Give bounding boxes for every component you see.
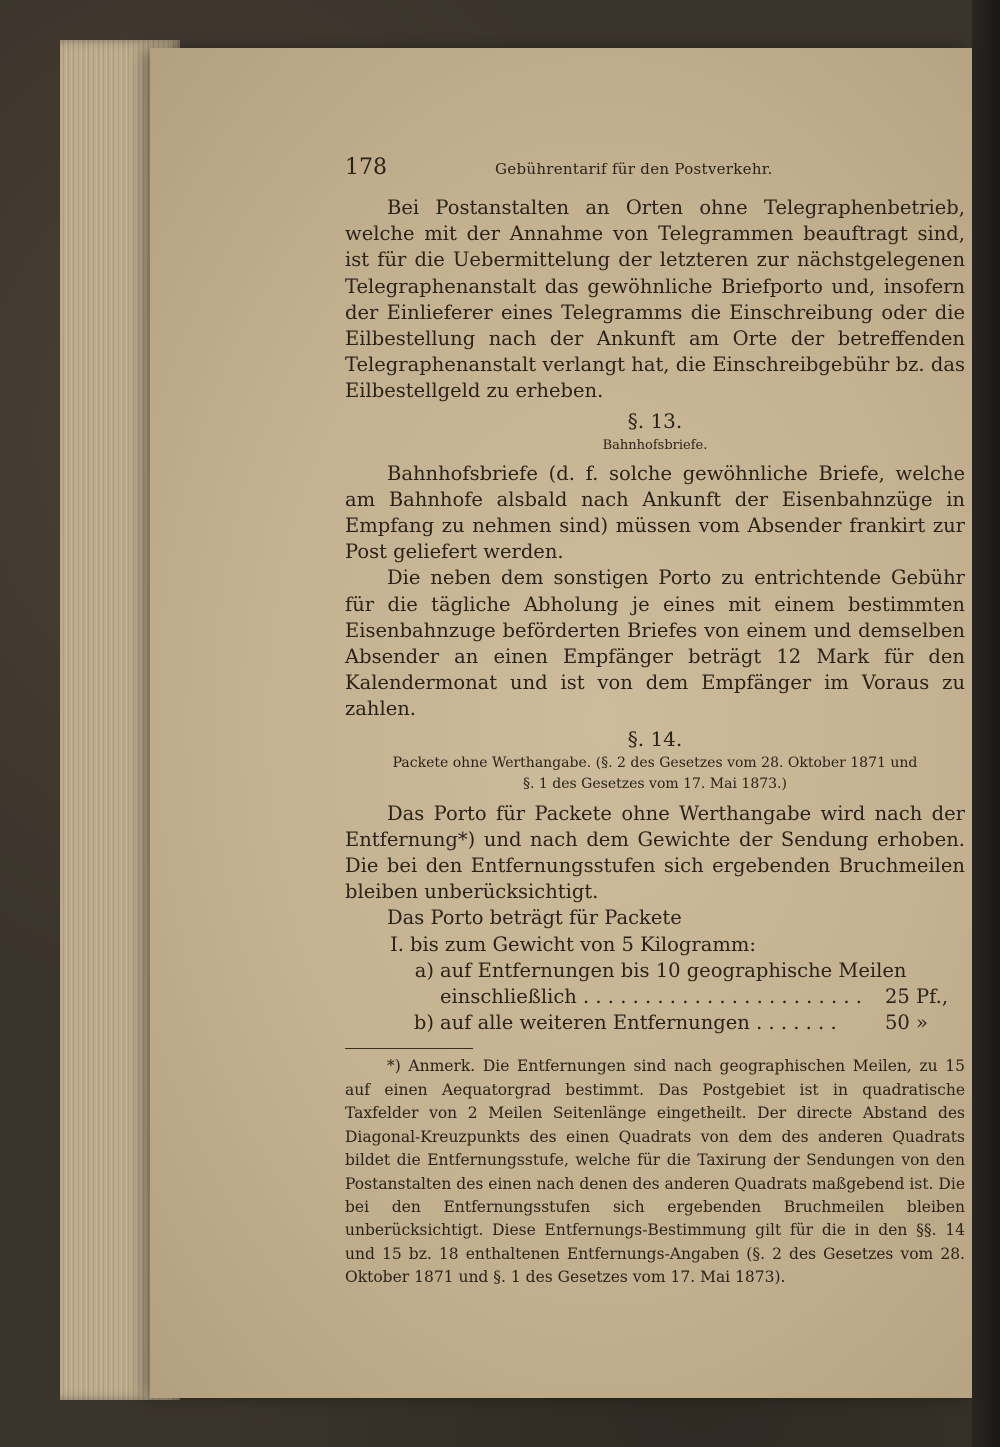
tariff-label-i: I. (390, 932, 404, 956)
footnote-divider (345, 1048, 473, 1049)
book-cover-edge (972, 0, 1000, 1447)
section-14-heading (345, 753, 965, 795)
paragraph-packete-1: Das Porto für Packete ohne Werthangabe wird nach der Entfernung*) und nach dem Gewichte der Sendung erhoben. Die bei den Entfernungsstufen sich ergebenden Bruchmeilen bleiben unberücksichtigt. (345, 801, 965, 904)
page-number: 178 (345, 155, 387, 180)
tariff-row-a (345, 958, 965, 984)
section-14-number: §. 14. (627, 726, 683, 751)
tariff-text-i: bis zum Gewicht von 5 Kilogramm: (410, 932, 756, 956)
tariff-row-i (345, 932, 965, 958)
tariff-value-b: 50 » (885, 1011, 928, 1035)
tariff-label-b: b) (413, 1011, 434, 1035)
page-text-block (345, 155, 965, 1290)
section-13-number: §. 13. (627, 408, 683, 433)
tariff-row-a-cont (345, 984, 965, 1010)
tariff-label-a: a) (414, 958, 434, 982)
footnote-text: *) Anmerk. Die Entfernungen sind nach geographischen Meilen, zu 15 auf einen Aequatorgrad bestimmt. Das Postgebiet ist in quadratische Taxfelder von 2 Meilen Seitenlänge eingetheilt. Der directe Abstand des Diagonal-Kreuzpunkts des einen Quadrats von dem des anderen Quadrats bildet die Entfernungsstufe, welche für die Taxirung der Sendungen von den Postanstalten des einen nach denen des anderen Quadrats maßgebend ist. Die bei den Entfernungsstufen sich ergebenden Bruchmeilen bleiben unberücksichtigt. Diese Entfernungs-Bestimmung gilt für die in den §§. 14 und 15 bz. 18 enthaltenen Entfernungs-Angaben (§. 2 des Gesetzes vom 28. Oktober 1871 und §. 1 des Gesetzes vom 17. Mai 1873). (345, 1057, 965, 1287)
paragraph-packete-2: Das Porto beträgt für Packete (387, 906, 682, 930)
tariff-item-b (440, 1010, 965, 1036)
running-title: Gebührentarif für den Postverkehr. (495, 160, 773, 178)
section-13-heading: Bahnhofsbriefe. (602, 437, 708, 453)
tariff-text-a-line1: auf Entfernungen bis 10 geographische Meilen (440, 958, 907, 982)
paragraph-telegraph: Bei Postanstalten an Orten ohne Telegraphenbetrieb, welche mit der Annahme von Telegrammen beauftragt sind, ist für die Uebermittelung der letzteren zur nächstgelegenen Telegraphenanstalt das gewöhnliche Briefporto und, insofern der Einlieferer eines Telegramms die Einschreibung oder die Eilbestellung nach der Ankunft am Orte der betreffenden Telegraphenanstalt verlangt hat, die Einschreibgebühr bz. das Eilbestellgeld zu erheben. (345, 196, 965, 403)
tariff-label-spacer (345, 984, 440, 1010)
tariff-item-a-cont (440, 984, 965, 1010)
tariff-text-b: auf alle weiteren Entfernungen . . . . . . . (440, 1011, 837, 1035)
paragraph-bahnhofsbriefe-2: Die neben dem sonstigen Porto zu entrichtende Gebühr für die tägliche Abholung je eines mit einem bestimmten Eisenbahnzuge beförderten Briefes von einem und demselben Absender an einen Empfänger beträgt 12 Mark für den Kalendermonat und ist von dem Empfänger im Voraus zu zahlen. (345, 566, 965, 721)
paragraph-bahnhofsbriefe-1: Bahnhofsbriefe (d. f. solche gewöhnliche Briefe, welche am Bahnhofe alsbald nach Ankunft der Eisenbahnzüge in Empfang zu nehmen sind) müssen vom Absender frankirt zur Post geliefert werden. (345, 461, 965, 564)
tariff-list (345, 932, 965, 1037)
section-14-heading-line2: §. 1 des Gesetzes vom 17. Mai 1873.) (523, 775, 787, 792)
running-header (345, 155, 965, 195)
tariff-row-b (345, 1010, 965, 1036)
tariff-item-a (440, 958, 965, 984)
tariff-text-a-line2: einschließlich . . . . . . . . . . . . . . . . . . . . . . . (440, 985, 862, 1009)
tariff-value-a: 25 Pf., (885, 985, 949, 1009)
section-14-heading-line1: Packete ohne Werthangabe. (§. 2 des Gesetzes vom 28. Oktober 1871 und (392, 754, 918, 771)
